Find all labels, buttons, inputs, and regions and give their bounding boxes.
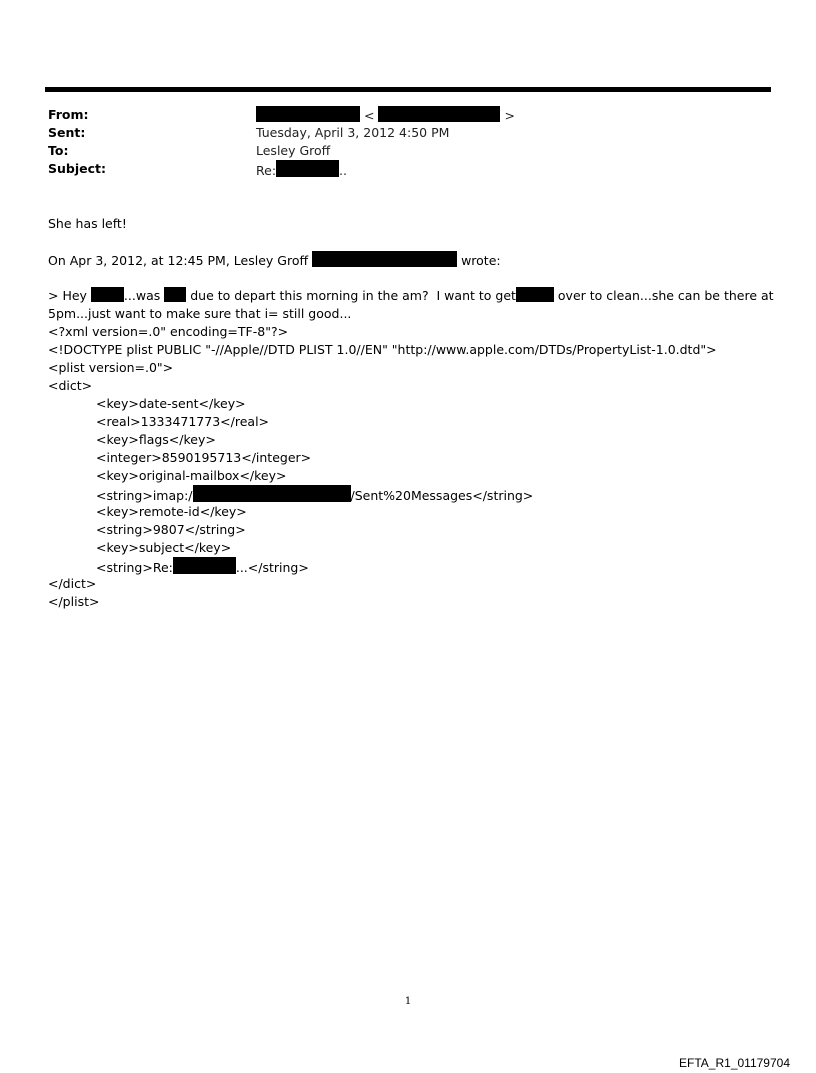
header-divider (45, 87, 771, 92)
from-value (256, 106, 515, 125)
quoted-text: ...was (123, 288, 161, 303)
subject-suffix: .. (339, 163, 347, 178)
quote-intro (48, 251, 501, 270)
plist-text: /Sent%20Messages</string> (350, 488, 534, 503)
quote-intro-wrote: wrote: (461, 253, 501, 268)
redaction-block (193, 485, 351, 502)
sent-value: Tuesday, April 3, 2012 4:50 PM (256, 125, 450, 140)
reply-text: She has left! (48, 216, 127, 231)
dict-open: <dict> (48, 378, 93, 393)
plist-value-real: <real>1333471773</real> (96, 414, 270, 429)
redaction-block (173, 557, 236, 574)
plist-key-remote-id: <key>remote-id</key> (96, 504, 247, 519)
plist-key-flags: <key>flags</key> (96, 432, 216, 447)
redaction-block (164, 287, 186, 302)
redaction-block (312, 251, 457, 267)
plist-xml-declaration: <?xml version=.0" encoding=TF-8"?> (48, 324, 289, 339)
plist-open: <plist version=.0"> (48, 360, 174, 375)
plist-text: <string>Re: (96, 560, 173, 575)
redaction-block (378, 106, 500, 122)
redaction-block (256, 106, 360, 122)
redaction-block (516, 287, 554, 302)
redaction-block (276, 160, 339, 177)
to-label: To: (48, 143, 69, 158)
plist-value-mailbox (96, 485, 533, 505)
subject-value (256, 160, 347, 180)
page-number: 1 (404, 996, 412, 1007)
plist-value-integer: <integer>8590195713</integer> (96, 450, 312, 465)
sent-label: Sent: (48, 125, 86, 140)
subject-label: Subject: (48, 161, 106, 176)
plist-text: ...</string> (235, 560, 309, 575)
plist-doctype: <!DOCTYPE plist PUBLIC "-//Apple//DTD PLIST 1.0//EN" "http://www.apple.com/DTDs/PropertyList-1.0.dtd"> (48, 342, 717, 357)
plist-value-remote-id: <string>9807</string> (96, 522, 246, 537)
quoted-text: > Hey (48, 288, 87, 303)
from-label: From: (48, 107, 89, 122)
plist-key-original-mailbox: <key>original-mailbox</key> (96, 468, 287, 483)
from-angle-open: < (363, 108, 375, 123)
plist-value-subject (96, 557, 309, 577)
dict-close: </dict> (48, 576, 97, 591)
plist-close: </plist> (48, 594, 100, 609)
subject-prefix: Re: (256, 163, 277, 178)
document-id: EFTA_R1_01179704 (679, 1056, 790, 1070)
plist-key-subject: <key>subject</key> (96, 540, 232, 555)
redaction-block (91, 287, 124, 302)
quoted-text: over to clean...she can be there at (557, 288, 774, 303)
plist-text: <string>imap:/ (96, 488, 193, 503)
quoted-text: due to depart this morning in the am? I want to get (190, 288, 516, 303)
from-angle-close: > (504, 108, 515, 123)
quoted-line-1 (48, 287, 774, 305)
quoted-line-2: 5pm...just want to make sure that i= still good... (48, 306, 352, 321)
to-value: Lesley Groff (256, 143, 331, 158)
quote-intro-text: On Apr 3, 2012, at 12:45 PM, Lesley Groff (48, 253, 309, 268)
plist-key-date-sent: <key>date-sent</key> (96, 396, 246, 411)
